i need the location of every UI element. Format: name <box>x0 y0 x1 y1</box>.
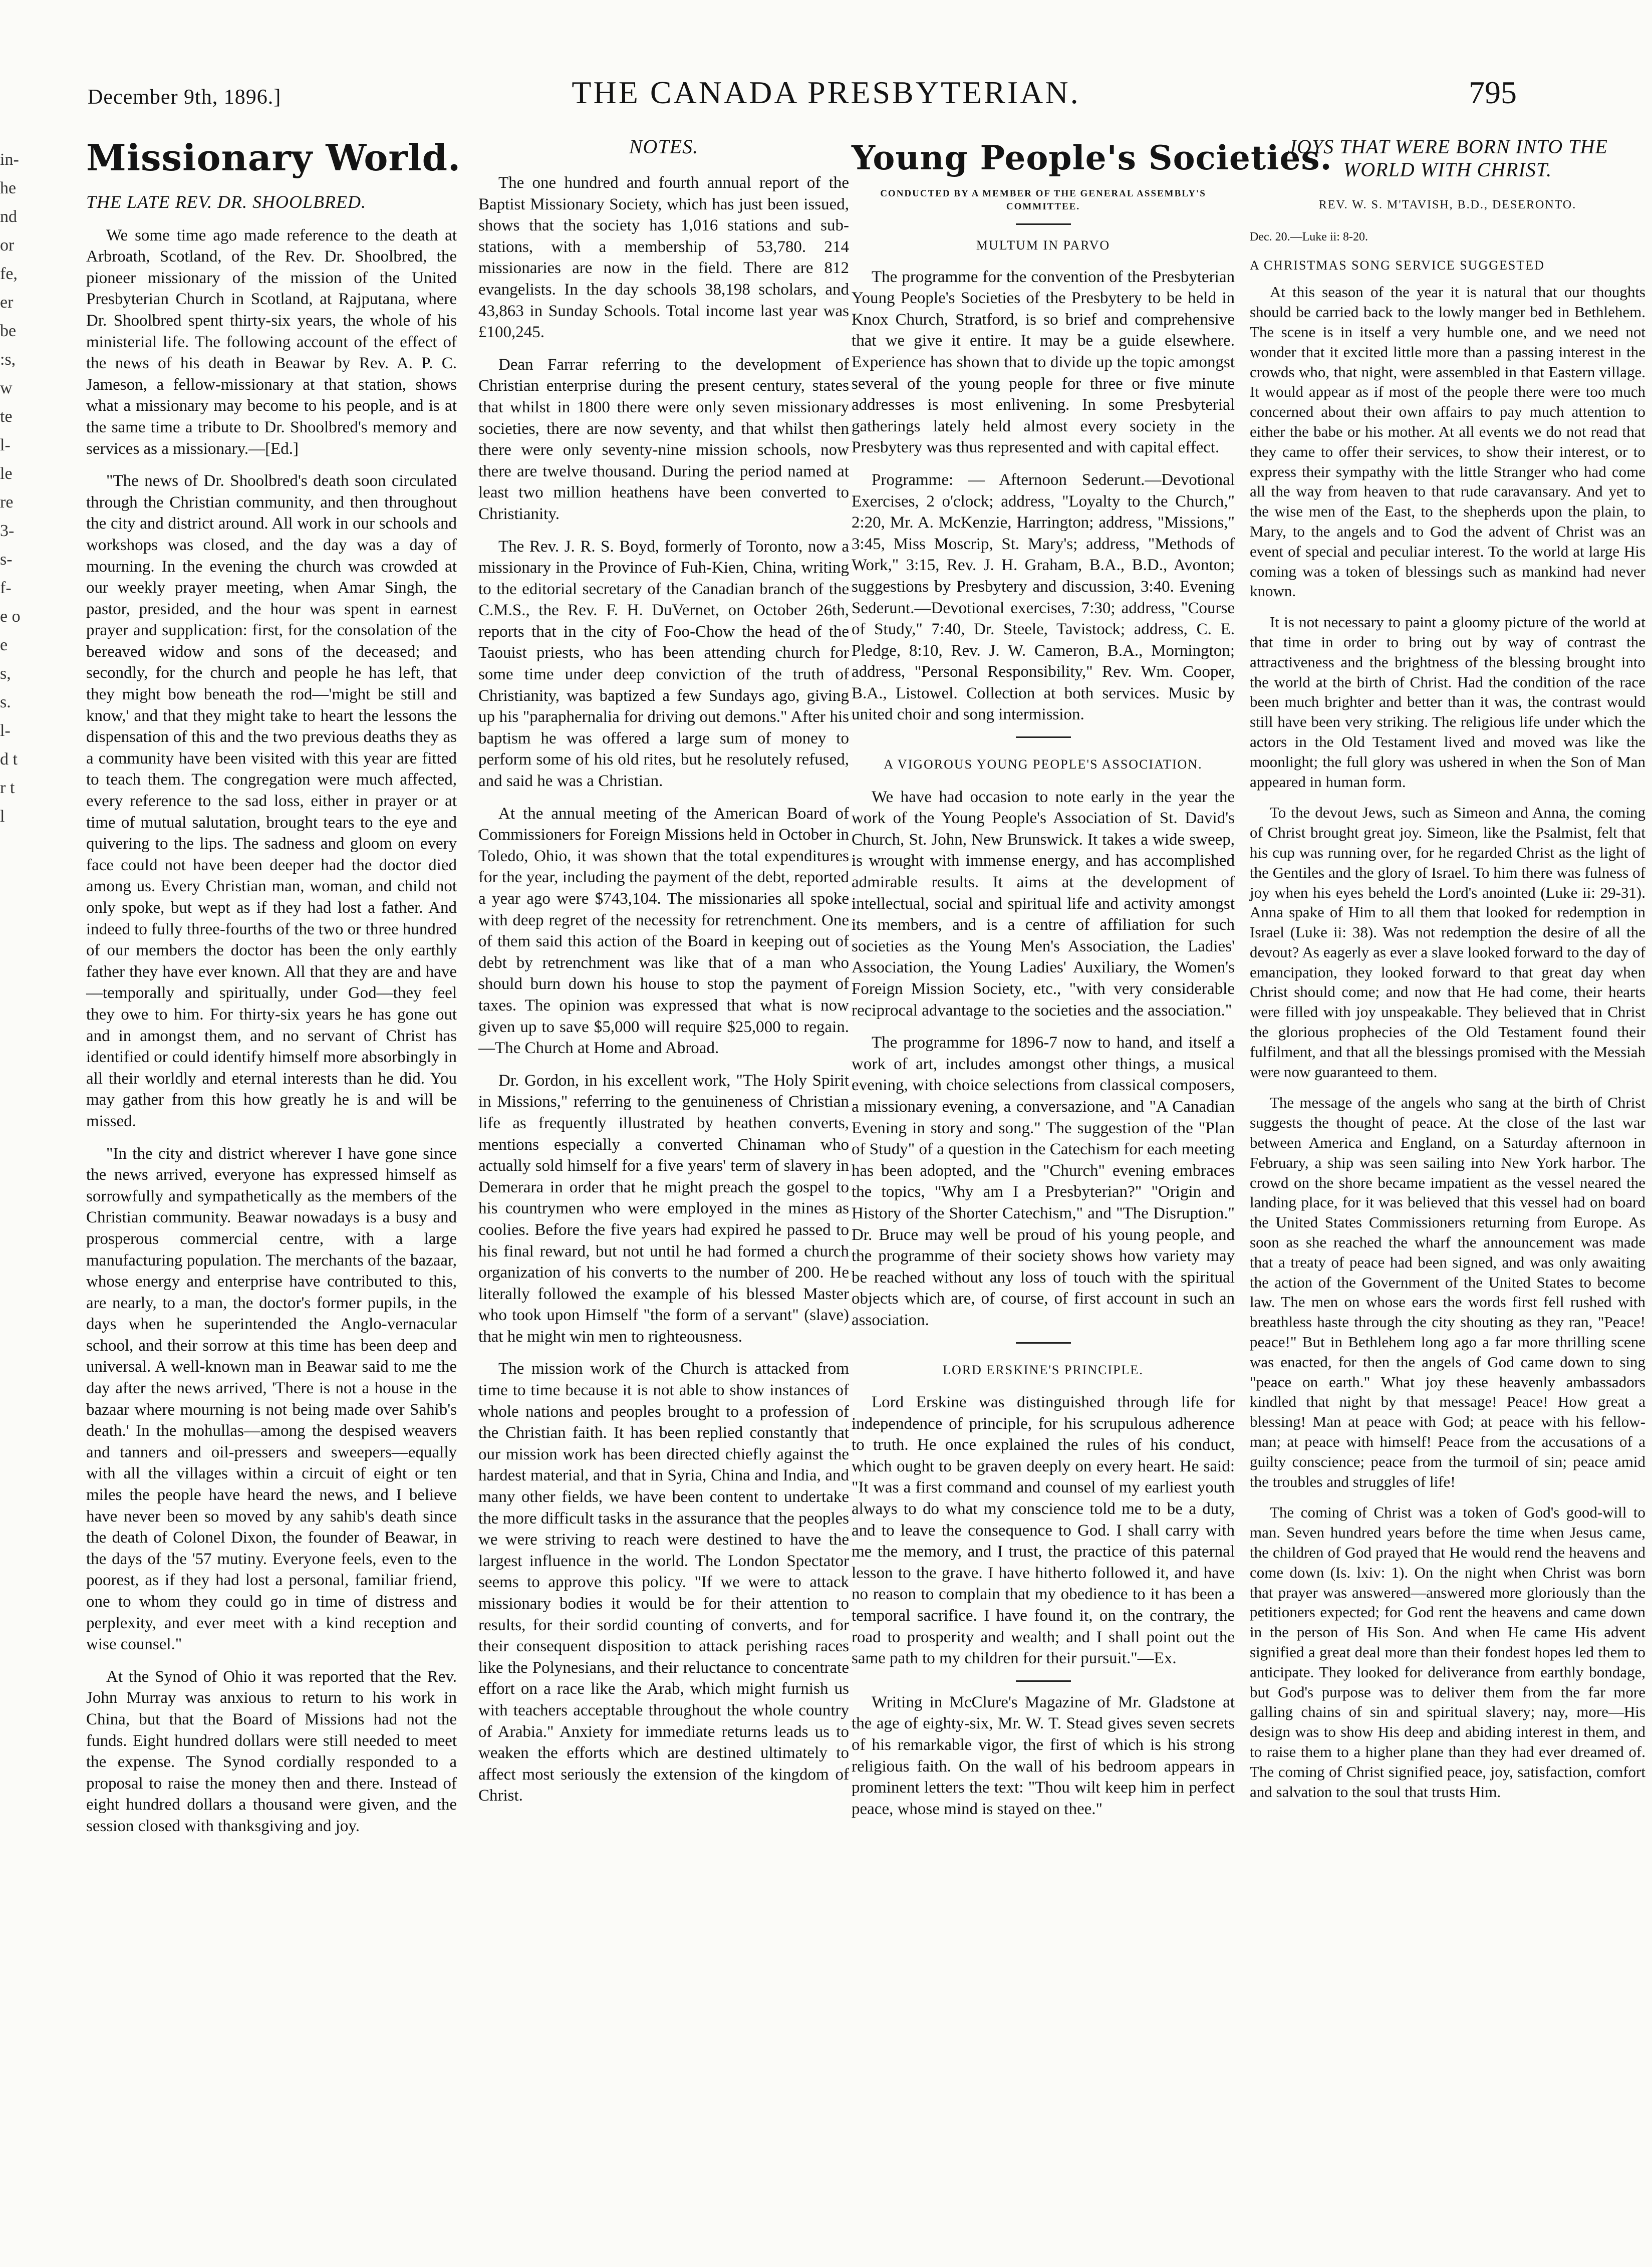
newspaper-title: THE CANADA PRESBYTERIAN. <box>572 75 1080 110</box>
page-number: 795 <box>1469 75 1517 110</box>
note-paragraph: The mission work of the Church is attacked from time to time because it is not able to show instances of whole nations and peoples brought to a profession of the Christian faith. It has been replied constantly that our mission work has been directed chiefly against the hardest material, and that in Syria, China and India, and many other fields, we have been content to undertake the more difficult tasks in the assurance that the peoples we were striving to reach were destined to have the largest influence in the world. The London Spectator seems to approve this policy. "If we were to attack missionary bodies it would be for their attention to results, for their sordid counting of converts, and for their consequent disposition to attack perishing races like the Polynesians, and their reluctance to concentrate effort on a race like the Arab, which might furnish us with teachers acceptable throughout the whole country of Arabia." Anxiety for immediate returns leads us to weaken the efforts which are destined ultimately to affect most seriously the extension of the kingdom of Christ. <box>478 1360 849 1805</box>
department-title: Missionary World. <box>86 136 461 179</box>
masthead <box>0 74 1652 119</box>
article-paragraph: It is not necessary to paint a gloomy picture of the world at that time in order to bring out by way of contrast the attractiveness and the brightness of the blessing brought into the world at the birth of Christ. Had the condition of the race been much brighter and better than it was, the contrast would still have been very striking. The religious life under which the actors in the Old Testament lived and moved was like the moonlight; the full glory was ushered in when the Son of Man appeared in human form. <box>1250 613 1645 791</box>
column-missionary-world <box>86 130 461 2254</box>
adjacent-page-fragments: in- he nd or fe, er be :s, w te l- le re 3- s- f- e o e s, s. l- d t r t l <box>0 150 21 826</box>
article-paragraph: Lord Erskine was distinguished through life for independence of principle, for his scrupulous adherence to truth. He once explained the rules of his conduct, which ought to be graven deeply on every heart. He said: "It was a first command and counsel of my earliest youth always to do what my conscience told me to be a duty, and to leave the consequence to God. I shall carry with me the memory, and I trust, the practice of this paternal lesson to the grave. I have hitherto followed it, and have no reason to complain that my obedience to it has been a temporal sacrifice. I have found it, on the contrary, the road to prosperity and wealth; and I shall point out the same path to my children for their pursuit."—Ex. <box>852 1393 1235 1668</box>
article-paragraph: We some time ago made reference to the death at Arbroath, Scotland, of the Rev. Dr. Shoolbred, the pioneer missionary of the mission of the United Presbyterian Church in Scotland, at Rajputana, where Dr. Shoolbred spent thirty-six years, the whole of his ministerial life. The following account of the effect of the news of his death in Beawar by Rev. A. P. C. Jameson, a fellow-missionary at that station, shows what a missionary may become to his people, and is at the same time a tribute to Dr. Shoolbred's memory and services as a missionary.—[Ed.] <box>86 226 457 458</box>
section-heading: MULTUM IN PARVO <box>976 238 1111 253</box>
note-paragraph: Dr. Gordon, in his excellent work, "The Holy Spirit in Missions," referring to the genuineness of Christian life as frequently illustrated by heathen converts, mentions especially a converted Chinaman who actually sold himself for a five years' term of slavery in Demerara in order that he might preach the gospel to his countrymen who were employed in the mines as coolies. Before the five years had expired he passed to his final reward, but not until he had formed a church organization of his converts to the number of 200. He literally followed the example of his blessed Master who took upon Himself "the form of a servant" (slave) that he might win men to righteousness. <box>478 1071 849 1346</box>
article-paragraph: "The news of Dr. Shoolbred's death soon circulated through the Christian community, and then throughout the city and district around. All work in our schools and workshops was closed, and the day was a day of mourning. In the evening the church was crowded at our weekly prayer meeting, when Amar Singh, the pastor, presided, and the hour was spent in earnest prayer and supplication: first, for the consolation of the bereaved widow and sons of the deceased; and secondly, for the church and people he has left, that they might bow beneath the rod—'might be still and know,' and that they might take to heart the lessons the dispensation of this and the two previous deaths they as a community have been visited with this year are fitted to teach them. The congregation were much affected, every reference to the sad loss, either in prayer or at time of mutual salutation, brought tears to the eye and quivering to the lips. The sadness and gloom on every face could not have been deeper had the doctor died among us. Every Christian man, woman, and child not only spoke, but wept as if they had lost a father. And indeed to fully three-fourths of the two or three hundred of our members the doctor has been the only earthly father they have ever known. All that they are and have—temporally and spiritually, under God—they feel they owe to him. For thirty-six years he has gone out and in amongst them, and no servant of Christ has identified or could identify himself more absorbingly in all their worldly and eternal interests than he did. You may gather from this how greatly he is and will be missed. <box>86 472 457 1130</box>
section-heading: LORD ERSKINE'S PRINCIPLE. <box>943 1362 1144 1377</box>
article-paragraph: The message of the angels who sang at the birth of Christ suggests the thought of peace. At the close of the last war between America and England, on a Saturday afternoon in February, a ship was seen sailing into New York harbor. The crowd on the shore became impatient as the vessel neared the landing place, for it was believed that this vessel had on board the United States Commissioners returning from Europe. As soon as she reached the wharf the announcement was made that a treaty of peace had been signed, and was only awaiting the action of the Government of the United States to become law. The men on whose ears the words first fell rushed with breathless haste through the city shouting as they ran, "Peace! peace!" But in Bethlehem long ago a far more thrilling scene was enacted, for then the angels of God came down to sing "peace on earth." What joy these heavenly ambassadors kindled that night by that message! Peace! How great a blessing! Man at peace with God; at peace with his fellow-man; at peace with himself! Peace from the accusations of a guilty conscience; peace from the turmoil of sin; peace amid the troubles and struggles of life! <box>1250 1094 1645 1490</box>
article-paragraph: The coming of Christ was a token of God's good-will to man. Seven hundred years before the time when Jesus came, the children of God prayed that He would rend the heavens and come down (Is. lxiv: 1). On the night when Christ was born that prayer was answered—answered more gloriously than the petitioners expected; for God rent the heavens and came down in the person of His Son. And when He came His advent signified a great deal more than their fondest hopes led them to anticipate. They looked for deliverance from earthly bondage, but God's purpose was to deliver them from the far more galling chains of sin and spiritual slavery; nay, more—His design was to show His deep and abiding interest in them, and to raise them to a higher plane than they had ever dreamed of. The coming of Christ signified peace, joy, satisfaction, comfort and salvation to the soul that trusts Him. <box>1250 1503 1645 1801</box>
article-title: JOYS THAT WERE BORN INTO THE WORLD WITH CHRIST. <box>1287 135 1608 181</box>
article-paragraph: At the Synod of Ohio it was reported that the Rev. John Murray was anxious to return to his work in China, but that the Board of Missions had not the funds. Eight hundred dollars were still needed to meet the expense. The Synod cordially responded to a proposal to raise the money then and there. Instead of eight hundred dollars a thousand were given, and the session closed with thanksgiving and joy. <box>86 1667 457 1835</box>
conducted-by-line: CONDUCTED BY A MEMBER OF THE GENERAL ASSEMBLY'S COMMITTEE. <box>880 188 1206 212</box>
author-byline: REV. W. S. M'TAVISH, B.D., DESERONTO. <box>1318 198 1577 211</box>
department-title: Young People's Societies. <box>852 138 1332 177</box>
divider <box>1016 736 1071 738</box>
article-paragraph: At this season of the year it is natural that our thoughts should be carried back to the lowly manger bed in Bethlehem. The scene is in itself a very humble one, and we need not wonder that it excited little more than a passing interest in the crowds who, that night, were assembled in that Eastern village. It would appear as if most of the people there were too much concerned about their own affairs to pay much attention to either the babe or his mother. At all events we do not read that they came to offer their services, to show their interest, or to express their sympathy with the little Stranger who had come all the way from heaven to that rude caravansary. And yet to the wise men of the East, to the shepherds upon the plain, to Mary, to the angels and to God the advent of Christ was an event of special and peculiar interest. To the world at large His coming was a token of blessings such as mankind had never known. <box>1250 283 1645 600</box>
note-paragraph: At the annual meeting of the American Board of Commissioners for Foreign Missions held in October in Toledo, Ohio, it was shown that the total expenditures for the year, including the payment of the debt, reported a year ago were $743,104. The missionaries all spoke with deep regret of the necessity for retrenchment. One of them said this action of the Board in keeping out of debt by retrenchment was like that of a man who should burn down his house to stop the payment of taxes. The opinion was expressed that what is now given up to save $5,000 will require $25,000 to regain.—The Church at Home and Abroad. <box>478 804 849 1058</box>
article-paragraph: Writing in McClure's Magazine of Mr. Gladstone at the age of eighty-six, Mr. W. T. Stead gives seven secrets of his remarkable vigor, the first of which is his strong religious faith. On the wall of his bedroom appears in prominent letters the text: "Thou wilt keep him in perfect peace, whose mind is stayed on thee." <box>852 1693 1235 1818</box>
column-joys-born-with-christ <box>1250 130 1645 2254</box>
note-paragraph: Dean Farrar referring to the development of Christian enterprise during the present century, states that whilst in 1800 there were only seven missionary societies, there are now seventy, and that whilst then there were only seventy-nine mission schools, now there are twelve thousand. During the period named at least two million heathens have been converted to Christianity. <box>478 355 849 523</box>
article-paragraph: "In the city and district wherever I have gone since the news arrived, everyone has expressed himself as sorrowfully and sympathetically as the members of the Christian community. Beawar nowadays is a busy and prosperous commercial centre, with a large manufacturing population. The merchants of the bazaar, whose energy and enterprise have contributed to this, are nearly, to a man, the doctor's former pupils, in the days when he superintended the Anglo-vernacular school, and their sorrow at this time has been deep and universal. A well-known man in Beawar said to me the day after the news arrived, 'There is not a house in the bazaar where mourning is not being made over Sahib's death.' In the mohullas—among the despised weavers and tanners and oil-pressers and sweepers—equally with all the villages within a circuit of eight or ten miles the people have heard the news, and I believe have never been so moved by any sahib's death since the death of Colonel Dixon, the founder of Beawar, in the days of the '57 mutiny. Everyone feels, even to the poorest, as if they had lost a personal, familiar friend, one to whom they could go in time of distress and perplexity, and ever meet with a kind reception and wise counsel." <box>86 1144 457 1654</box>
divider <box>1016 1342 1071 1344</box>
section-heading: A CHRISTMAS SONG SERVICE SUGGESTED <box>1250 258 1545 273</box>
article-heading: THE LATE REV. DR. SHOOLBRED. <box>86 192 366 212</box>
divider <box>1016 1680 1071 1682</box>
note-paragraph: The one hundred and fourth annual report of the Baptist Missionary Society, which has just been issued, shows that the society has 1,016 stations and sub-stations, with a membership of 53,780. 214 missionaries are now in the field. There are 812 evangelists. In the day schools 38,198 scholars, and 43,863 in Sunday Schools. Total income last year was £100,245. <box>478 174 849 342</box>
notes-heading: NOTES. <box>629 135 699 158</box>
article-paragraph: The programme for the convention of the Presbyterian Young People's Societies of the Presbytery to be held in Knox Church, Stratford, is so brief and comprehensive that we give it entire. It may be a guide elsewhere. Experience has shown that to divide up the topic amongst several of the young people for three or five minute addresses is most enlivening. In some Presbyterial gatherings lately held almost every society in the Presbytery was thus represented and with capital effect. <box>852 268 1235 457</box>
article-paragraph: The programme for 1896-7 now to hand, and itself a work of art, includes amongst other things, a musical evening, with choice selections from classical composers, a missionary evening, a conversazione, and "A Canadian Evening in story and song." The suggestion of the "Plan of Study" of a question in the Catechism for each meeting has been adopted, and the "Church" evening embraces the topics, "Why am I a Presbyterian?" "Origin and History of the Shorter Catechism," and "The Disruption." Dr. Bruce may well be proud of his young people, and the programme of their society shows how variety may be reached without any loss of touch with the spiritual objects which are, of course, of first account in such an association. <box>852 1034 1235 1329</box>
column-notes <box>478 130 849 2254</box>
divider <box>1016 223 1071 225</box>
note-paragraph: The Rev. J. R. S. Boyd, formerly of Toronto, now a missionary in the Province of Fuh-Kien, China, writing to the editorial secretary of the Canadian branch of the C.M.S., the Rev. F. H. DuVernet, on October 26th, reports that in the city of Foo-Chow the head of the Taouist priests, who has been attending church for some time under deep conviction of the truth of Christianity, was baptized a few Sundays ago, giving up his "paraphernalia for driving out demons." After his baptism he was offered a large sum of money to perform some of his old rites, but he resolutely refused, and said he was a Christian. <box>478 537 849 791</box>
issue-date: December 9th, 1896.] <box>88 86 282 109</box>
article-paragraph: We have had occasion to note early in the year the work of the Young People's Association of St. David's Church, St. John, New Brunswick. It takes a wide sweep, is wrought with immense energy, and has accomplished admirable results. It aims at the development of intellectual, social and spiritual life and activity amongst its members, and is a centre of affiliation for such societies as the Young Men's Association, the Ladies' Association, the Young Ladies' Auxiliary, the Women's Foreign Mission Society, etc., "with very considerable reciprocal advantage to the societies and the association." <box>852 788 1235 1020</box>
scripture-date: Dec. 20.—Luke ii: 8-20. <box>1250 230 1368 243</box>
article-paragraph: To the devout Jews, such as Simeon and Anna, the coming of Christ brought great joy. Simeon, like the Psalmist, felt that his cup was running over, for he regarded Christ as the light of the Gentiles and the glory of Israel. To him there was fulness of joy when his eyes beheld the Lord's anointed (Luke ii: 29-31). Anna spake of Him to all them that looked for redemption in Israel (Luke ii: 38). Was not redemption the desire of all the devout? As eagerly as ever a slave looked forward to the day of emancipation, they looked forward to that great day when Christ should come; and now that He had come, their hearts were filled with joy unspeakable. They believed that in Christ the glorious prophecies of the Old Testament found their fulfilment, and that all the blessings promised with the Messiah were now guaranteed to them. <box>1250 804 1645 1081</box>
section-heading: A VIGOROUS YOUNG PEOPLE'S ASSOCIATION. <box>884 757 1203 772</box>
article-paragraph: Programme: — Afternoon Sederunt.—Devotional Exercises, 2 o'clock; address, "Loyalty to the Church," 2:20, Mr. A. McKenzie, Harrington; address, "Missions," 3:45, Miss Moscrip, St. Mary's; address, "Methods of Work," 3:15, Rev. J. H. Graham, B.A., B.D., Avonton; suggestions by Presbytery and discussion, 3:40. Evening Sederunt.—Devotional exercises, 7:30; address, "Course of Study," 7:40, Dr. Steele, Tavistock; address, C. E. Pledge, 8:10, Rev. J. W. Cameron, B.A., Mornington; address, "Personal Responsibility," Rev. Wm. Cooper, B.A., Listowel. Collection at both services. Music by united choir and song intermission. <box>852 470 1235 724</box>
